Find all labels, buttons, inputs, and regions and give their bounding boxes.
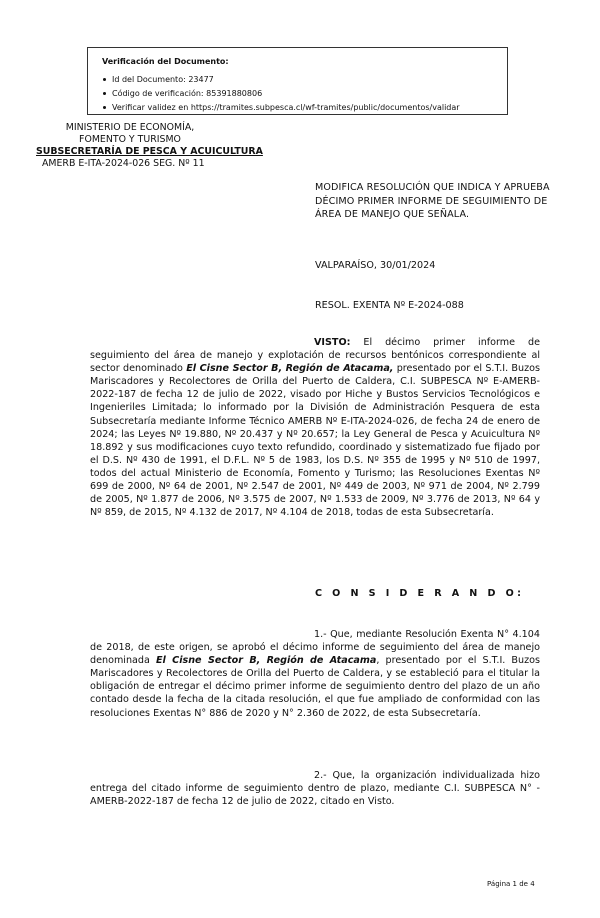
ministry-name: MINISTERIO DE ECONOMÍA, — [65, 122, 195, 133]
c1-text-1: 1.- Que, mediante Resolución Exenta N° 4.104 de 2018, de este origen, se aprobó el décimo informe de seguimiento del área de manejo denominada — [90, 629, 540, 667]
verification-code: Código de verificación: 85391880806 — [112, 87, 507, 101]
visto-paragraph — [90, 336, 540, 519]
c2-text: 2.- Que, la organización individualizada hizo entrega del citado informe de seguimiento dentro de plazo, mediante C.I. SUBPESCA N° -AMERB-2022-187 de fecha 12 de julio de 2022, citado en Visto. — [90, 770, 540, 808]
c1-area-name: El Cisne Sector B, Región de Atacama — [155, 655, 377, 667]
document-code: AMERB E-ITA-2024-026 SEG. Nº 11 — [42, 158, 205, 169]
ministry-fomento: FOMENTO Y TURISMO — [79, 134, 181, 145]
visto-area-name: El Cisne Sector B, Región de Atacama, — [186, 363, 394, 375]
visto-text-1: El décimo primer informe de seguimiento del área de manejo y explotación de recursos bentónicos correspondiente al sector denominado — [90, 337, 540, 375]
c1-text-2: , presentado por el S.T.I. Buzos Mariscadores y Recolectores de Orilla del Puerto de Caldera, y se estableció para el titular la obligación de entregar el décimo primer informe de seguimiento dentro del plazo de un año contado desde la fecha de la citada resolución, el que fue ampliado de conformidad con las resoluciones Exentas N° 886 de 2020 y N° 2.360 de 2022, de esta Subsecretaría. — [90, 655, 540, 719]
considerando-2 — [90, 769, 540, 808]
page-number: Página 1 de 4 — [487, 880, 535, 888]
place-date: VALPARAÍSO, 30/01/2024 — [315, 260, 436, 271]
visto-label: VISTO: — [314, 337, 351, 348]
verification-title: Verificación del Documento: — [102, 57, 229, 66]
issuer-header — [36, 122, 286, 170]
validation-link[interactable]: Verificar validez en https://tramites.subpesca.cl/wf-tramites/public/documentos/validar — [112, 101, 507, 115]
verification-box — [87, 47, 508, 115]
considerando-1 — [90, 628, 540, 720]
resolution-subject: MODIFICA RESOLUCIÓN QUE INDICA Y APRUEBA DÉCIMO PRIMER INFORME DE SEGUIMIENTO DE ÁREA DE MANEJO QUE SEÑALA. — [315, 182, 550, 220]
document-id: Id del Documento: 23477 — [112, 73, 507, 87]
considerando-heading: C O N S I D E R A N D O: — [315, 588, 525, 599]
visto-text-2: presentado por el S.T.I. Buzos Mariscadores y Recolectores de Orilla del Puerto de Caldera, C.I. SUBPESCA Nº E-AMERB-2022-187 de fecha 12 de julio de 2022, visado por Hiche y Bustos Servicios Tecnológicos e Ingenieriles Limitada; lo informado por la División de Administración Pesquera de esta Subsecretaría mediante Informe Técnico AMERB Nº E-ITA-2024-026, de fecha 24 de enero de 2024; las Leyes Nº 19.880, Nº 20.437 y Nº 20.657; la Ley General de Pesca y Acuicultura Nº 18.892 y sus modificaciones cuyo texto refundido, coordinado y sistematizado fue fijado por el D.S. Nº 430 de 1991, el D.F.L. Nº 5 de 1983, los D.S. Nº 355 de 1995 y Nº 510 de 1997, todos del actual Ministerio de Economía, Fomento y Turismo; las Resoluciones Exentas Nº 699 de 2000, Nº 64 de 2001, Nº 2.547 de 2001, Nº 449 de 2003, Nº 971 de 2004, Nº 2.799 de 2005, Nº 1.877 de 2006, Nº 3.575 de 2007, Nº 1.533 de 2009, Nº 3.776 de 2013, Nº 64 y Nº 859, de 2015, Nº 4.132 de 2017, Nº 4.104 de 2018, todas de esta Subsecretaría. — [90, 363, 540, 519]
subsecretaria-name: SUBSECRETARÍA DE PESCA Y ACUICULTURA — [36, 146, 263, 157]
verification-list — [102, 73, 507, 115]
resolution-number: RESOL. EXENTA Nº E-2024-088 — [315, 300, 464, 311]
